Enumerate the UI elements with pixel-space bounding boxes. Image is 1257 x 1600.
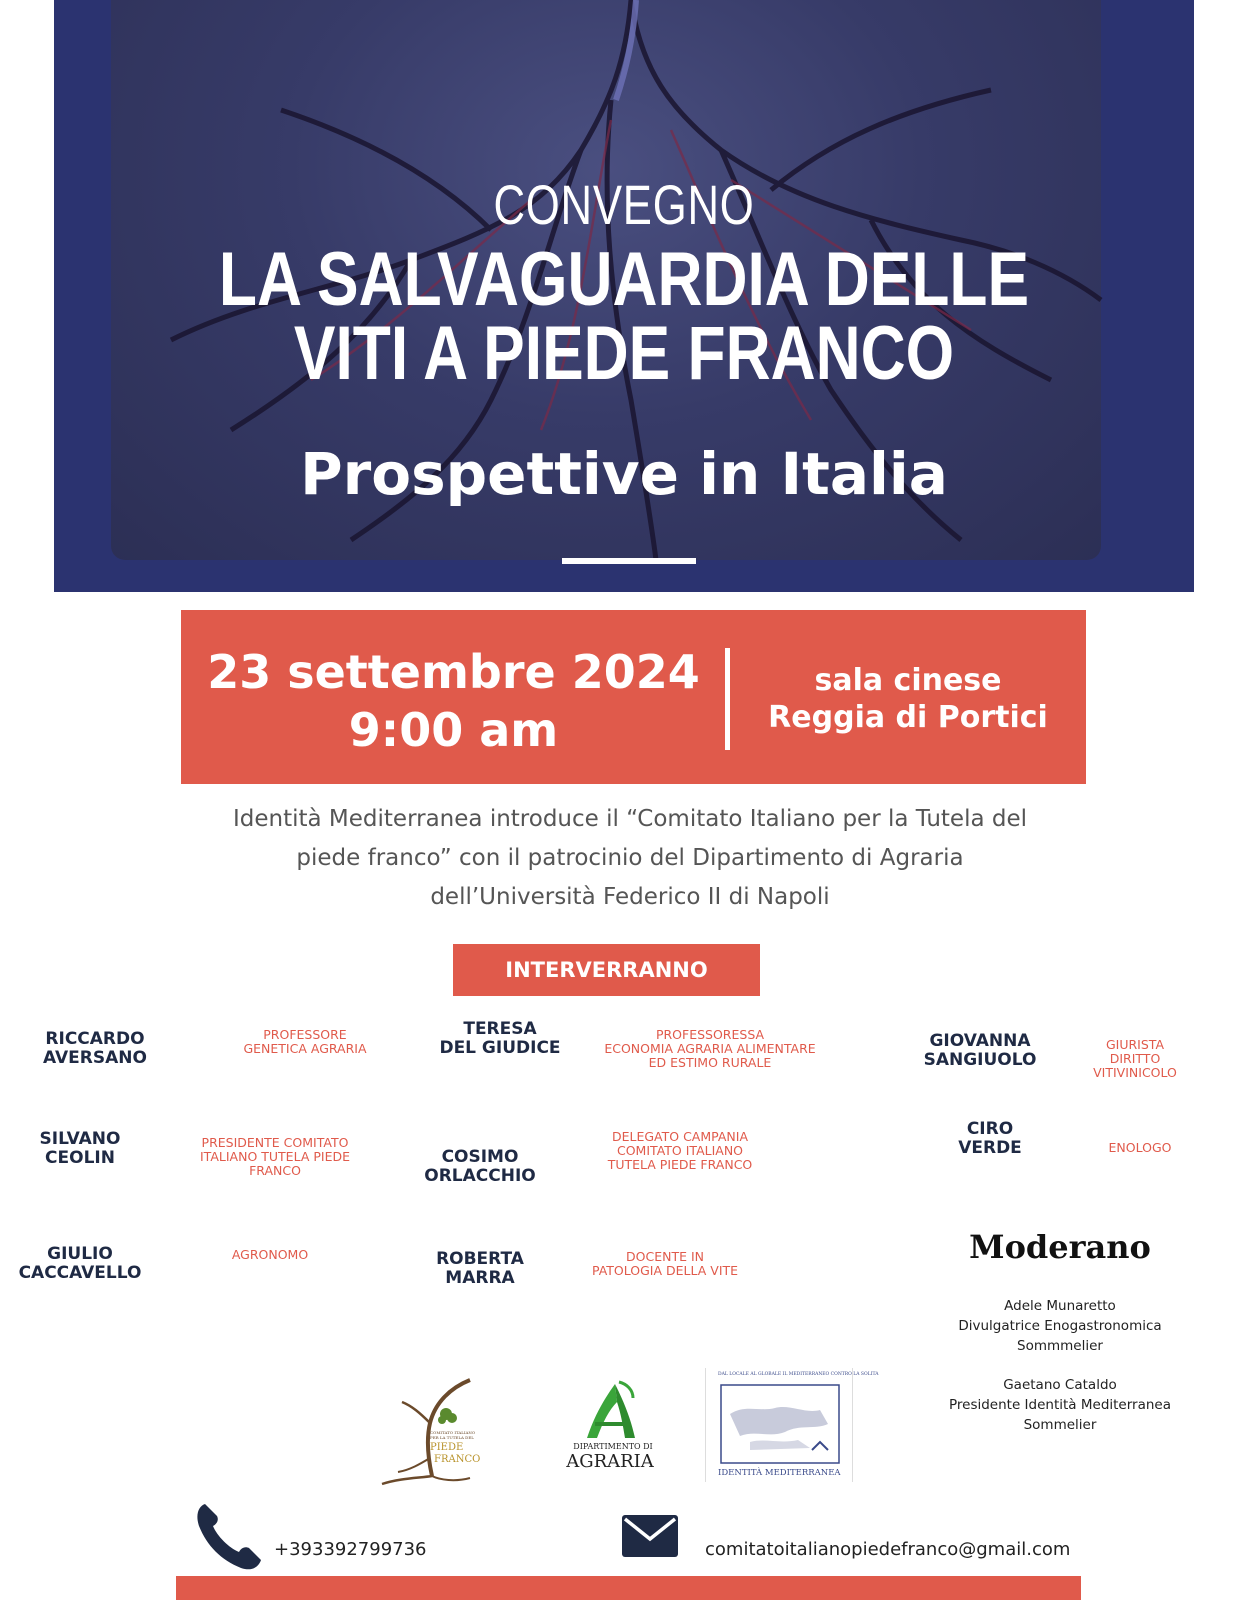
speaker-name: TERESA DEL GIUDICE	[439, 1019, 561, 1058]
intro-line: piede franco” con il patrocinio del Dipartimento di Agraria	[296, 845, 964, 871]
speaker-name: SILVANO CEOLIN	[39, 1129, 121, 1168]
contact-email[interactable]: comitatoitalianopiedefranco@gmail.com	[705, 1539, 1071, 1560]
speaker-role: DOCENTE IN PATOLOGIA DELLA VITE	[591, 1249, 739, 1278]
speaker-name: GIOVANNA SANGIUOLO	[923, 1031, 1037, 1070]
intro-paragraph	[170, 800, 1090, 917]
speaker-name: ROBERTA MARRA	[436, 1249, 524, 1288]
event-subtitle: Prospettive in Italia	[300, 440, 948, 508]
speaker-name: COSIMO ORLACCHIO	[424, 1147, 536, 1186]
email-icon	[622, 1515, 678, 1557]
title-underline	[562, 558, 696, 564]
speaker-name: RICCARDO AVERSANO	[43, 1029, 147, 1068]
agraria-logo-line2: AGRARIA	[566, 1451, 654, 1472]
speakers-heading: INTERVERRANNO	[453, 944, 760, 996]
logo-small-text: COMITATO ITALIANO PER LA TUTELA DEL	[430, 1430, 476, 1440]
hero-banner	[54, 0, 1194, 592]
speaker-name: GIULIO CACCAVELLO	[18, 1244, 142, 1283]
agraria-logo-line1: DIPARTIMENTO DI	[573, 1442, 653, 1451]
venue-block	[730, 610, 1086, 784]
moderator-entry: Adele Munaretto Divulgatrice Enogastronomica Sommmelier	[958, 1298, 1162, 1354]
event-title-line-2: VITI A PIEDE FRANCO	[293, 311, 955, 396]
speaker-role: GIURISTA DIRITTO VITIVINICOLO	[1093, 1037, 1177, 1080]
agraria-leaf-icon	[555, 1380, 665, 1442]
speaker-role: PRESIDENTE COMITATO ITALIANO TUTELA PIEDE FRANCO	[199, 1135, 350, 1178]
identita-tagline: DAL LOCALE AL GLOBALE IL MEDITERRANEO CONTRO LA SOLITA	[718, 1372, 879, 1377]
footer-bar	[176, 1576, 1081, 1600]
logo-word: FRANCO	[434, 1454, 481, 1465]
piede-franco-logo	[380, 1378, 490, 1488]
event-date: 23 settembre 2024	[207, 645, 700, 699]
mediterranean-map-icon	[720, 1384, 840, 1464]
speaker-role: PROFESSORESSA ECONOMIA AGRARIA ALIMENTARE ED ESTIMO RURALE	[604, 1027, 816, 1070]
logo-word: PIEDE	[430, 1442, 464, 1453]
venue-room: sala cinese	[814, 663, 1002, 698]
event-title-line-1: LA SALVAGUARDIA DELLE	[218, 237, 1030, 322]
speaker-name: CIRO VERDE	[958, 1119, 1022, 1158]
speaker-role: AGRONOMO	[231, 1247, 309, 1262]
contact-phone[interactable]: +393392799736	[274, 1539, 427, 1560]
identita-mediterranea-logo	[705, 1368, 879, 1482]
speaker-role: DELEGATO CAMPANIA COMITATO ITALIANO TUTELA PIEDE FRANCO	[607, 1129, 753, 1172]
agraria-logo	[555, 1380, 665, 1470]
event-time: 9:00 am	[348, 703, 559, 757]
moderators-heading: Moderano	[969, 1228, 1151, 1266]
venue-place: Reggia di Portici	[768, 700, 1048, 735]
intro-line: dell’Università Federico II di Napoli	[430, 884, 830, 910]
speaker-role: ENOLOGO	[1108, 1140, 1172, 1155]
identita-name: IDENTITÀ MEDITERRANEA	[718, 1468, 841, 1478]
speaker-role: PROFESSORE GENETICA AGRARIA	[243, 1027, 367, 1056]
date-time-block	[181, 610, 726, 784]
intro-line: Identità Mediterranea introduce il “Comitato Italiano per la Tutela del	[232, 806, 1028, 832]
moderator-entry: Gaetano Cataldo Presidente Identità Mediterranea Sommelier	[948, 1377, 1172, 1433]
event-kicker: CONVEGNO	[493, 173, 755, 236]
date-venue-band	[181, 610, 1086, 784]
phone-icon	[195, 1500, 265, 1572]
